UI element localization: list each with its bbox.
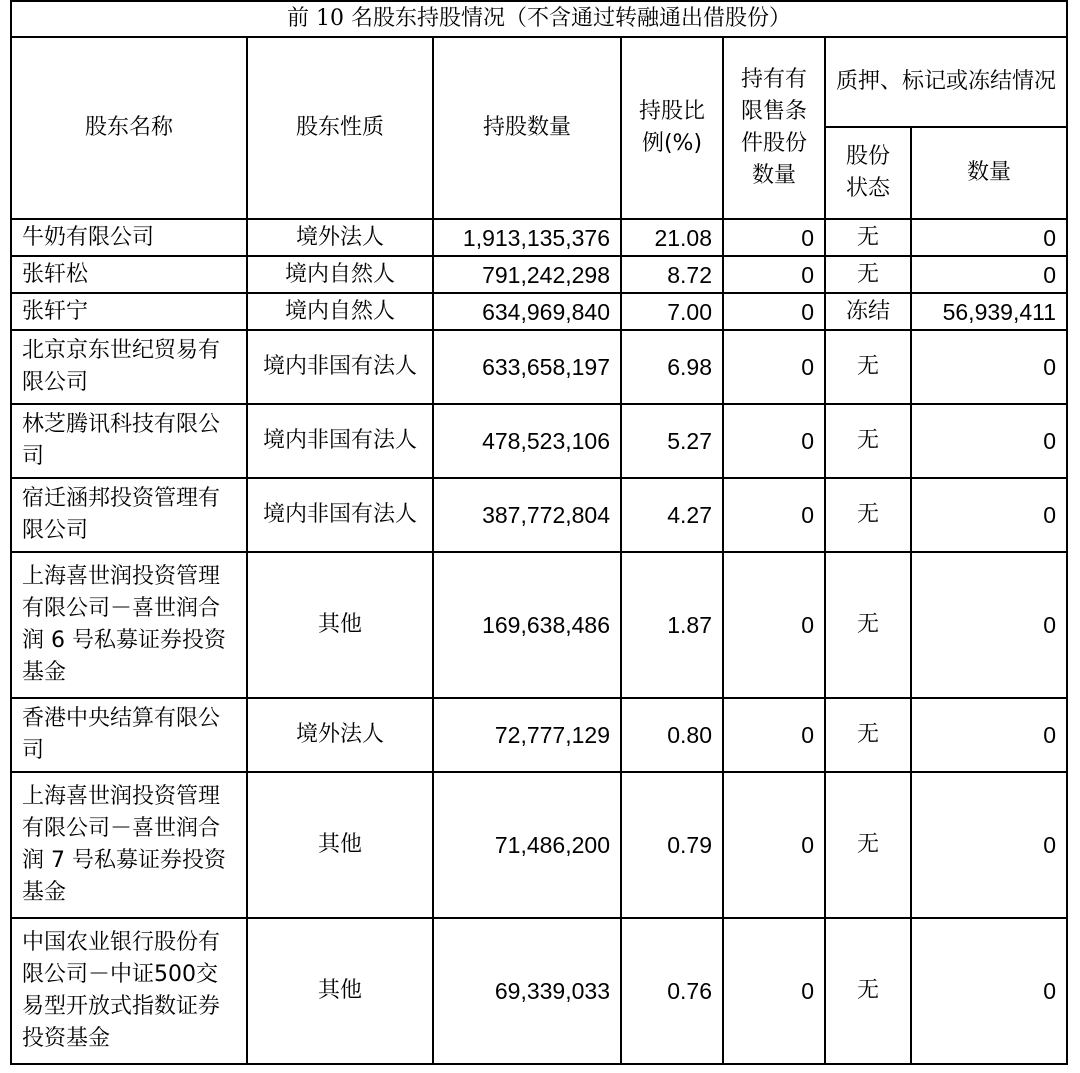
header-share-count: 持股数量 xyxy=(433,37,621,219)
shareholder-name: 上海喜世润投资管理有限公司－喜世润合润 6 号私募证券投资基金 xyxy=(11,552,247,698)
share-status: 无 xyxy=(825,478,911,552)
shareholder-nature: 境内自然人 xyxy=(247,293,433,330)
share-count: 633,658,197 xyxy=(433,330,621,404)
table-row xyxy=(11,918,1067,1064)
share-count: 71,486,200 xyxy=(433,772,621,918)
holding-ratio: 4.27 xyxy=(621,478,723,552)
header-pledge-quantity: 数量 xyxy=(911,127,1067,219)
holding-ratio: 8.72 xyxy=(621,256,723,293)
holding-ratio: 6.98 xyxy=(621,330,723,404)
shareholder-nature: 境内非国有法人 xyxy=(247,330,433,404)
shareholder-nature: 境内非国有法人 xyxy=(247,404,433,478)
pledge-quantity: 0 xyxy=(911,256,1067,293)
restricted-shares: 0 xyxy=(723,552,825,698)
shareholder-nature: 境外法人 xyxy=(247,219,433,256)
share-status: 无 xyxy=(825,219,911,256)
pledge-quantity: 0 xyxy=(911,219,1067,256)
pledge-quantity: 0 xyxy=(911,478,1067,552)
pledge-quantity: 0 xyxy=(911,918,1067,1064)
header-shareholder-name: 股东名称 xyxy=(11,37,247,219)
header-restricted-shares: 持有有限售条件股份数量 xyxy=(723,37,825,219)
share-status: 无 xyxy=(825,918,911,1064)
pledge-quantity: 0 xyxy=(911,772,1067,918)
table-row xyxy=(11,478,1067,552)
shareholder-name: 林芝腾讯科技有限公司 xyxy=(11,404,247,478)
shareholder-nature: 其他 xyxy=(247,772,433,918)
table-row xyxy=(11,256,1067,293)
share-count: 634,969,840 xyxy=(433,293,621,330)
table-row xyxy=(11,552,1067,698)
table-row xyxy=(11,404,1067,478)
restricted-shares: 0 xyxy=(723,293,825,330)
share-count: 169,638,486 xyxy=(433,552,621,698)
restricted-shares: 0 xyxy=(723,404,825,478)
holding-ratio: 5.27 xyxy=(621,404,723,478)
share-status: 无 xyxy=(825,404,911,478)
share-count: 72,777,129 xyxy=(433,698,621,772)
holding-ratio: 0.76 xyxy=(621,918,723,1064)
top-10-shareholders-table xyxy=(10,0,1068,1065)
shareholder-name: 上海喜世润投资管理有限公司－喜世润合润 7 号私募证券投资基金 xyxy=(11,772,247,918)
shareholder-name: 宿迁涵邦投资管理有限公司 xyxy=(11,478,247,552)
shareholder-name: 香港中央结算有限公司 xyxy=(11,698,247,772)
share-count: 387,772,804 xyxy=(433,478,621,552)
pledge-quantity: 0 xyxy=(911,552,1067,698)
share-status: 无 xyxy=(825,772,911,918)
shareholder-name: 中国农业银行股份有限公司－中证500交易型开放式指数证券投资基金 xyxy=(11,918,247,1064)
shareholder-nature: 境外法人 xyxy=(247,698,433,772)
share-status: 无 xyxy=(825,698,911,772)
header-holding-ratio: 持股比例(%) xyxy=(621,37,723,219)
pledge-quantity: 56,939,411 xyxy=(911,293,1067,330)
table-row xyxy=(11,698,1067,772)
table-row xyxy=(11,219,1067,256)
shareholder-name: 北京京东世纪贸易有限公司 xyxy=(11,330,247,404)
table-row xyxy=(11,293,1067,330)
header-pledge-group: 质押、标记或冻结情况 xyxy=(825,37,1067,127)
table-caption: 前 10 名股东持股情况（不含通过转融通出借股份） xyxy=(11,1,1067,37)
restricted-shares: 0 xyxy=(723,219,825,256)
share-status: 无 xyxy=(825,256,911,293)
holding-ratio: 0.80 xyxy=(621,698,723,772)
share-count: 69,339,033 xyxy=(433,918,621,1064)
share-status: 无 xyxy=(825,552,911,698)
shareholder-name: 张轩宁 xyxy=(11,293,247,330)
share-status: 无 xyxy=(825,330,911,404)
restricted-shares: 0 xyxy=(723,330,825,404)
shareholder-nature: 境内非国有法人 xyxy=(247,478,433,552)
header-shareholder-nature: 股东性质 xyxy=(247,37,433,219)
holding-ratio: 1.87 xyxy=(621,552,723,698)
pledge-quantity: 0 xyxy=(911,330,1067,404)
header-share-status: 股份状态 xyxy=(825,127,911,219)
restricted-shares: 0 xyxy=(723,698,825,772)
shareholder-name: 张轩松 xyxy=(11,256,247,293)
share-count: 478,523,106 xyxy=(433,404,621,478)
restricted-shares: 0 xyxy=(723,256,825,293)
table-row xyxy=(11,330,1067,404)
shareholder-name: 牛奶有限公司 xyxy=(11,219,247,256)
pledge-quantity: 0 xyxy=(911,404,1067,478)
restricted-shares: 0 xyxy=(723,918,825,1064)
share-count: 791,242,298 xyxy=(433,256,621,293)
holding-ratio: 21.08 xyxy=(621,219,723,256)
share-count: 1,913,135,376 xyxy=(433,219,621,256)
shareholder-nature: 其他 xyxy=(247,918,433,1064)
holding-ratio: 7.00 xyxy=(621,293,723,330)
restricted-shares: 0 xyxy=(723,772,825,918)
restricted-shares: 0 xyxy=(723,478,825,552)
shareholder-nature: 境内自然人 xyxy=(247,256,433,293)
holding-ratio: 0.79 xyxy=(621,772,723,918)
table-row xyxy=(11,772,1067,918)
pledge-quantity: 0 xyxy=(911,698,1067,772)
share-status: 冻结 xyxy=(825,293,911,330)
shareholder-nature: 其他 xyxy=(247,552,433,698)
